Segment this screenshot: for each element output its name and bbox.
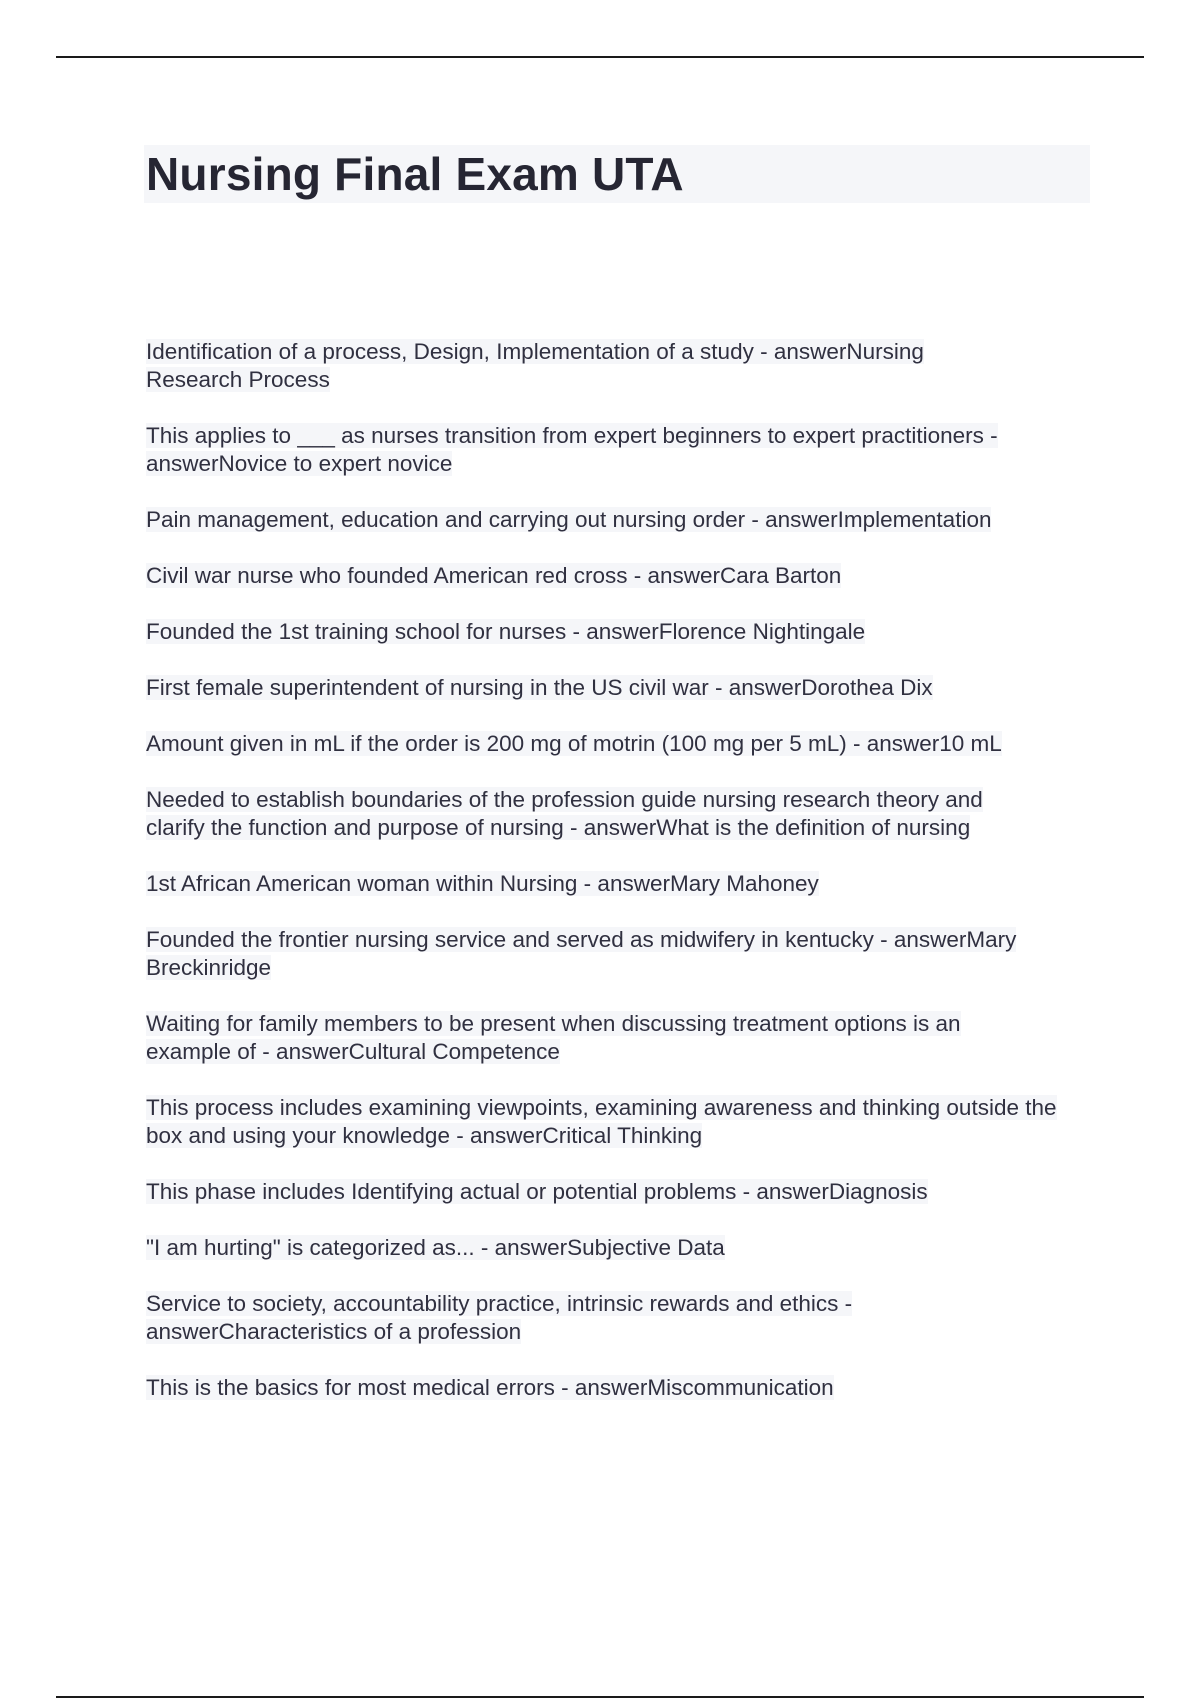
qa-text: Founded the 1st training school for nurses - answerFlorence Nightingale (146, 619, 866, 644)
qa-item (146, 1374, 1092, 1402)
qa-text: First female superintendent of nursing in the US civil war - answerDorothea Dix (146, 675, 933, 700)
qa-text: This process includes examining viewpoints, examining awareness and thinking outside the box and using your knowledge - answerCritical Thinking (146, 1095, 1057, 1148)
qa-item (146, 506, 1092, 534)
qa-text: This phase includes Identifying actual or potential problems - answerDiagnosis (146, 1179, 928, 1204)
qa-text: This is the basics for most medical errors - answerMiscommunication (146, 1375, 834, 1400)
qa-text: 1st African American woman within Nursing - answerMary Mahoney (146, 871, 819, 896)
qa-text: Needed to establish boundaries of the profession guide nursing research theory and clarify the function and purpose of nursing - answerWhat is the definition of nursing (146, 787, 983, 840)
qa-text: Identification of a process, Design, Implementation of a study - answerNursing Research Process (146, 339, 924, 392)
qa-text: This applies to ___ as nurses transition from expert beginners to expert practitioners - answerNovice to expert novice (146, 423, 998, 476)
qa-text: "I am hurting" is categorized as... - answerSubjective Data (146, 1235, 725, 1260)
qa-text: Pain management, education and carrying out nursing order - answerImplementation (146, 507, 992, 532)
qa-item (146, 338, 986, 394)
qa-item (146, 1094, 1092, 1150)
qa-list (146, 338, 1092, 1430)
qa-item (146, 1290, 936, 1346)
qa-item (146, 674, 1092, 702)
page-title: Nursing Final Exam UTA (146, 148, 684, 200)
qa-text: Amount given in mL if the order is 200 mg of motrin (100 mg per 5 mL) - answer10 mL (146, 731, 1002, 756)
qa-item (146, 786, 1046, 842)
qa-item (146, 422, 1092, 478)
bottom-divider (56, 1696, 1144, 1698)
qa-item (146, 1010, 1046, 1066)
qa-item (146, 1178, 1092, 1206)
qa-text: Civil war nurse who founded American red cross - answerCara Barton (146, 563, 842, 588)
qa-text: Waiting for family members to be present when discussing treatment options is an example of - answerCultural Competence (146, 1011, 961, 1064)
qa-item (146, 618, 1092, 646)
qa-item (146, 1234, 1092, 1262)
qa-item (146, 870, 1092, 898)
qa-text: Service to society, accountability practice, intrinsic rewards and ethics - answerCharacteristics of a profession (146, 1291, 853, 1344)
qa-item (146, 730, 1092, 758)
qa-item (146, 562, 1092, 590)
qa-item (146, 926, 1092, 982)
top-divider (56, 56, 1144, 58)
qa-text: Founded the frontier nursing service and served as midwifery in kentucky - answerMary Breckinridge (146, 927, 1017, 980)
